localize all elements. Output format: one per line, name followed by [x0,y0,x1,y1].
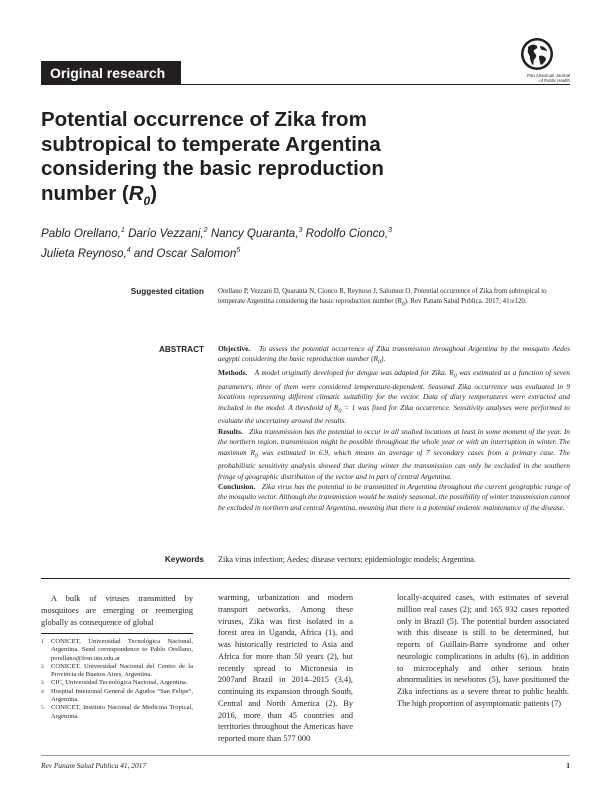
abstract-objective [218,344,570,368]
footnote-text: CONICET, Universidad Tecnológica Nacional, Argentina. Send correspondence to Pablo Orellano, porellano@frsn.utn.edu.ar [51,638,193,662]
keywords-text: Zika virus infection; Aedes; disease vectors; epidemiologic models; Argentina. [218,555,476,564]
abstract-subscript: 0 [338,408,342,415]
abstract-body [218,344,570,513]
footnote-number: 5 [41,705,44,712]
journal-line: of Public Health [539,78,570,84]
footnote [41,679,193,687]
footnote [41,688,193,705]
body-paragraph: locally-acquired cases, with estimates of several million real cases (2); and 165 932 cases reported only in Brazil (5). The potential burden associated with this disease is still to be determined, but reports of Guillain-Barre syndrome and other neurologic complications in adults (6), in addition to microcephaly and other serious brain abnormalities in newborns (5), have positioned the Zika infections as a severe threat to public health. The high proportion of asymptomatic patients (7) [397,593,569,708]
footnote-number: 4 [41,688,44,695]
footer-journal: Rev Panam Salud Publica 41, 2017 [41,761,147,770]
footnote-divider [41,633,193,634]
article-title [41,108,421,213]
section-label: Original research [41,61,181,85]
abstract-text: A model originally developed for dengue was adapted for Zika. R [254,368,454,378]
journal-name-mini [500,73,570,83]
title-line: considering the basic reproduction [41,157,384,180]
abstract-text: To assess the potential occurrence of Zika transmission throughout Argentina by the mosquito Aedes aegypti considering the basic reproduction number (R [218,344,570,364]
abstract-heading: Methods. [218,368,248,378]
title-line: Potential occurrence of Zika from [41,108,367,131]
body-paragraph: A bulk of viruses transmitted by mosquitoes are emerging or reemerging globally as consequence of global [41,594,193,627]
abstract-text: ). [381,354,386,364]
footnote [41,638,193,663]
header-divider [41,84,570,85]
title-r-subscript: 0 [143,193,151,208]
page-number: 1 [566,761,570,770]
title-r-symbol: R [128,181,144,205]
body-column-3 [397,592,569,710]
citation-r-subscript: 0 [401,301,405,308]
citation-part: Orellano P, Vezzani D, Quaranta N, Cionco R, Reynoso J, Salomon O. Potential occurrence of Zika from subtropical to temperate Argentina considering the basic reproduction number ( [218,288,547,306]
body-paragraph: warming, urbanization and modern transport networks. Among these viruses, Zika was first isolated in a forest area in Uganda, Africa (1), and was historically restricted to Asia and Africa for more than 50 years (2), but recently spread to Micronesia in 2007and Brazil in 2014–2015 (3,4), continuing its expansion through South, Central and North America (2). By 2016, more than 45 countries and territories throughout the Americas have reported more than 577 000 [218,593,353,743]
footnote [41,704,193,721]
footnote-text: CONICET, Universidad Nacional del Centro de la Provincia de Buenos Aires, Argentina. [51,662,193,679]
keywords-label: Keywords [164,555,204,564]
abstract-heading: Results. [218,426,243,436]
journal-line: Pan American Journal [527,73,570,78]
footnote-number: 2 [41,663,44,670]
abstract-label: ABSTRACT [158,345,204,354]
abstract-text: Zika transmission has the potential to occur in all studied locations at least in some moment of the year. In the northern region, transmission might be possible throughout the whole year or with an interruption in winter. The maximum R [218,426,570,457]
citation-r-symbol: R [397,298,402,306]
abstract-text: Zika virus has the potential to be transmitted in Argentina throughout the current geographic range of the mosquito vector. Although the transmission would be mainly seasonal, the possibility of winter transmission cannot be excluded in northern and central Argentina, meaning that there is a potential endemic maintenance of the disease. [218,482,570,512]
footnote-number: 3 [41,680,44,687]
citation-part: ). Rev Panam Salud Publica. 2017; 41:e120. [404,298,527,306]
citation-label: Suggested citation [130,287,204,296]
abstract-heading: Conclusion. [218,482,256,491]
author-affiliation-mark: 2 [203,227,208,234]
body-column-1 [41,593,193,628]
abstract-subscript: 0 [377,359,382,366]
footnote-text: CIC, Universidad Tecnológica Nacional, Argentina. [51,679,188,687]
title-line-end: ) [150,181,158,205]
title-line: subtropical to temperate Argentina [41,132,381,156]
author-list [41,222,461,262]
author-name: and Oscar Salomon [133,246,237,260]
abstract-subscript: 0 [255,452,259,459]
author-name: Pablo Orellano, [41,226,121,240]
author-name: Julieta Reynoso, [41,246,127,260]
journal-globe-logo-icon [520,37,554,71]
affiliation-footnotes [41,638,193,721]
footer-divider [41,755,570,756]
keywords-divider [41,578,570,579]
author-affiliation-mark: 4 [126,246,131,254]
abstract-heading: Objective. [218,344,251,353]
author-affiliation-mark: 3 [388,227,393,234]
abstract-methods [218,368,570,427]
abstract-text: = 1 was fixed for Zika occurrence. Sensitivity analyses were performed to evaluate the uncertainty around the results. [218,402,570,426]
author-name: Nancy Quaranta, [210,226,299,240]
abstract-text: was estimated as a function of seven parameters, three of them were considered temperature-dependent. Seasonal Zika occurrence was evaluated in 9 locations representing different climatic suitability for the vector. Data of diary temperatures were extracted and included in the model. A threshold of R [218,368,570,412]
author-name: Rodolfo Cionco, [305,226,389,240]
author-name: Darío Vezzani, [128,226,204,240]
footnote-text: Hospital Interzonal General de Agudos “San Felipe”, Argentina. [51,687,193,704]
body-column-2 [218,592,353,745]
abstract-conclusion [218,482,570,513]
abstract-text: was estimated in 6.9, which means an average of 7 secondary cases from a primary case. The probabilistic sensitivity analysis showed that during winter the transmission can only be excluded in the southern fringe of geographic distribution of the vector and in part of central Argentina. [218,447,570,481]
abstract-results [218,427,570,482]
citation-text [218,287,570,310]
author-affiliation-mark: 3 [298,227,303,234]
author-affiliation-mark: 5 [236,246,241,254]
author-affiliation-mark: 1 [120,227,125,234]
abstract-subscript: 0 [453,373,457,380]
footnote-number: 1 [41,639,44,645]
title-line: number ( [41,181,129,205]
footnote [41,663,193,680]
footnote-text: CONICET, Instituto Nacional de Medicina Tropical, Argentina. [51,704,193,720]
